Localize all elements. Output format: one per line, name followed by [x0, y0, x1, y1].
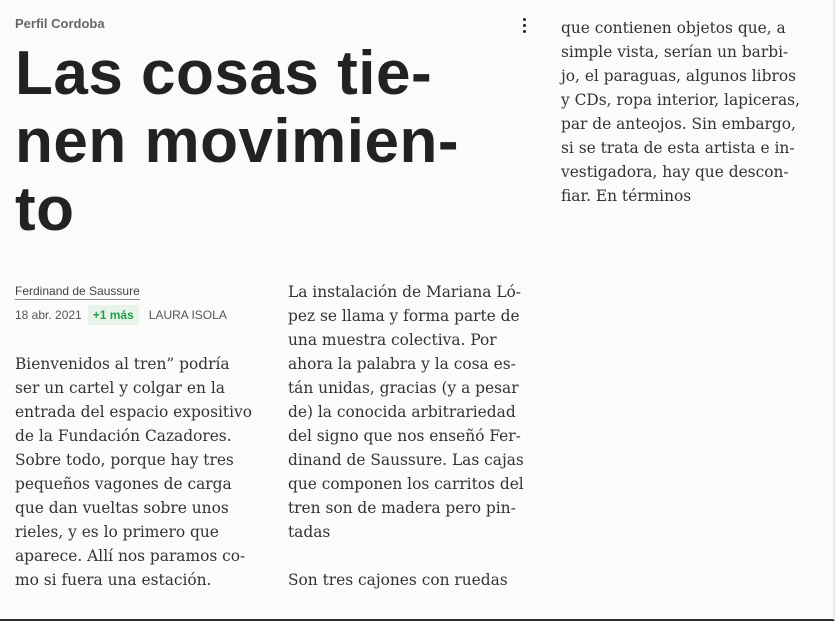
text-line: tren son de madera pero pin-	[288, 499, 516, 517]
text-line: pequeños vagones de carga	[15, 475, 232, 493]
text-line: La instalación de Mariana Ló-	[288, 283, 522, 301]
text-line: rieles, y es lo primero que	[15, 523, 219, 541]
text-line: entrada del espacio expositivo	[15, 403, 252, 421]
text-line: vestigadora, hay que descon-	[561, 163, 789, 181]
text-line: par de anteojos. Sin embargo,	[561, 115, 796, 133]
text-line: Sobre todo, porque hay tres	[15, 451, 234, 469]
article-meta	[15, 305, 227, 325]
text-line: de la Fundación Cazadores.	[15, 427, 232, 445]
text-line: aparece. Allí nos paramos co-	[15, 547, 246, 565]
text-line: una muestra colectiva. Por	[288, 331, 497, 349]
text-line: Bienvenidos al tren” podría	[15, 355, 230, 373]
text-line: si se trata de esta artista e in-	[561, 139, 795, 157]
source-name: Perfil Cordoba	[15, 16, 105, 31]
menu-dot	[523, 24, 526, 27]
text-line: del signo que nos enseñó Fer-	[288, 427, 521, 445]
paragraph-gap	[288, 544, 528, 568]
text-line: de) la conocida arbitrariedad	[288, 403, 516, 421]
text-line: fiar. En términos	[561, 187, 692, 205]
text-line: jo, el paraguas, algunos libros	[561, 67, 796, 85]
article-column-3	[561, 16, 811, 208]
article-title	[15, 40, 485, 244]
text-line: que dan vueltas sobre unos	[15, 499, 229, 517]
text-line: dinand de Saussure. Las cajas	[288, 451, 524, 469]
writer-name: LAURA ISOLA	[148, 308, 227, 322]
more-vertical-icon[interactable]	[516, 14, 532, 36]
menu-dot	[523, 30, 526, 33]
text-line: que contienen objetos que, a	[561, 19, 786, 37]
text-line: Son tres cajones con ruedas	[288, 571, 508, 589]
text-line: pez se llama y forma parte de	[288, 307, 520, 325]
text-line: tán unidas, gracias (y a pesar	[288, 379, 519, 397]
text-line: mo si fuera una estación.	[15, 571, 212, 589]
text-line: simple vista, serían un barbi-	[561, 43, 789, 61]
text-line: y CDs, ropa interior, lapiceras,	[561, 91, 800, 109]
text-line: que componen los carritos del	[288, 475, 524, 493]
title-line: nen movimien-	[15, 107, 460, 176]
article-column-2	[288, 280, 528, 592]
text-line: ser un cartel y colgar en la	[15, 379, 225, 397]
text-line: tadas	[288, 523, 331, 541]
author-link[interactable]: Ferdinand de Saussure	[15, 284, 140, 298]
text-line: ahora la palabra y la cosa es-	[288, 355, 516, 373]
menu-dot	[523, 18, 526, 21]
more-authors-badge[interactable]: +1 más	[88, 305, 139, 325]
publish-date: 18 abr. 2021	[15, 308, 82, 322]
title-line: to	[15, 175, 75, 244]
article-column-1	[15, 352, 260, 592]
title-line: Las cosas tie-	[15, 39, 433, 108]
